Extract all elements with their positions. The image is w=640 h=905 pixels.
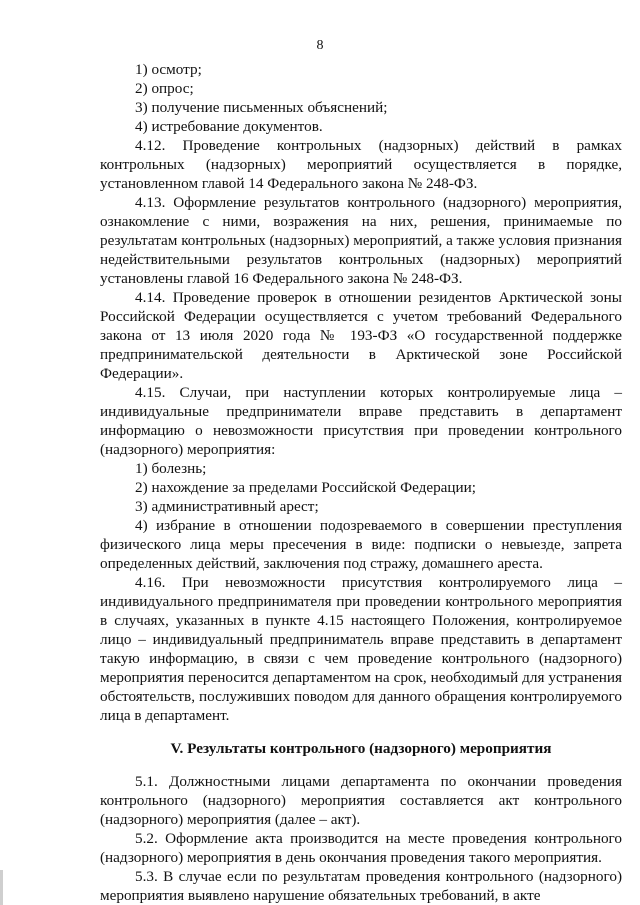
clause-4-13: 4.13. Оформление результатов контрольного (надзорного) мероприятия, ознакомление с ними, возражения на них, решения, принимаемые по результатам контрольных (надзорных) мероприятий, а также условия признания недействительными результатов контрольных (надзорных) мероприятий установлены главой 16 Федерального закона № 248-ФЗ.	[100, 194, 622, 287]
clause-5-1: 5.1. Должностными лицами департамента по окончании проведения контрольного (надзорного) мероприятия составляется акт контрольного (надзорного) мероприятия (далее – акт).	[100, 773, 622, 828]
clause-4-14: 4.14. Проведение проверок в отношении резидентов Арктической зоны Российской Федерации осуществляется с учетом требований Федерального закона от 13 июля 2020 года № 193-ФЗ «О государственной поддержке предпринимательской деятельности в Арктической зоне Российской Федерации».	[100, 289, 622, 382]
clause-4-16: 4.16. При невозможности присутствия контролируемого лица – индивидуального предпринимателя при проведении контрольного мероприятия в случаях, указанных в пункте 4.15 настоящего Положения, контролируемое лицо – индивидуальный предприниматель вправе представить в департамент такую информацию, в связи с чем проведение контрольного (надзорного) мероприятия переносится департаментом на срок, необходимый для устранения обстоятельств, послуживших поводом для данного обращения контролируемого лица в департамент.	[100, 574, 622, 724]
document-body	[100, 60, 622, 905]
clause-4-12: 4.12. Проведение контрольных (надзорных) действий в рамках контрольных (надзорных) мероприятий осуществляется в порядке, установленном главой 14 Федерального закона № 248-ФЗ.	[100, 137, 622, 192]
clause-5-3: 5.3. В случае если по результатам проведения контрольного (надзорного) мероприятия выявлено нарушение обязательных требований, в акте	[100, 868, 622, 904]
clause-5-2: 5.2. Оформление акта производится на месте проведения контрольного (надзорного) мероприятия в день окончания проведения такого мероприятия.	[100, 830, 622, 866]
list-item-arrest: 3) административный арест;	[135, 498, 319, 515]
section-heading: V. Результаты контрольного (надзорного) мероприятия	[170, 740, 552, 757]
list-item-inspection: 1) осмотр;	[135, 61, 202, 78]
list-item-illness: 1) болезнь;	[135, 460, 207, 477]
list-item-preventive-measure: 4) избрание в отношении подозреваемого в совершении преступления физического лица меры пресечения в виде: подписки о невыезде, запрета определенных действий, заключения под стражу, домашнего ареста.	[100, 517, 622, 572]
clause-4-15: 4.15. Случаи, при наступлении которых контролируемые лица – индивидуальные предприниматели вправе представить в департамент информацию о невозможности присутствия при проведении контрольного (надзорного) мероприятия:	[100, 384, 622, 458]
list-item-survey: 2) опрос;	[135, 80, 194, 97]
list-item-documents: 4) истребование документов.	[135, 118, 323, 135]
list-item-explanations: 3) получение письменных объяснений;	[135, 99, 388, 116]
page-number: 8	[316, 38, 324, 53]
list-item-abroad: 2) нахождение за пределами Российской Федерации;	[135, 479, 477, 496]
scan-edge-artifact	[0, 870, 3, 905]
